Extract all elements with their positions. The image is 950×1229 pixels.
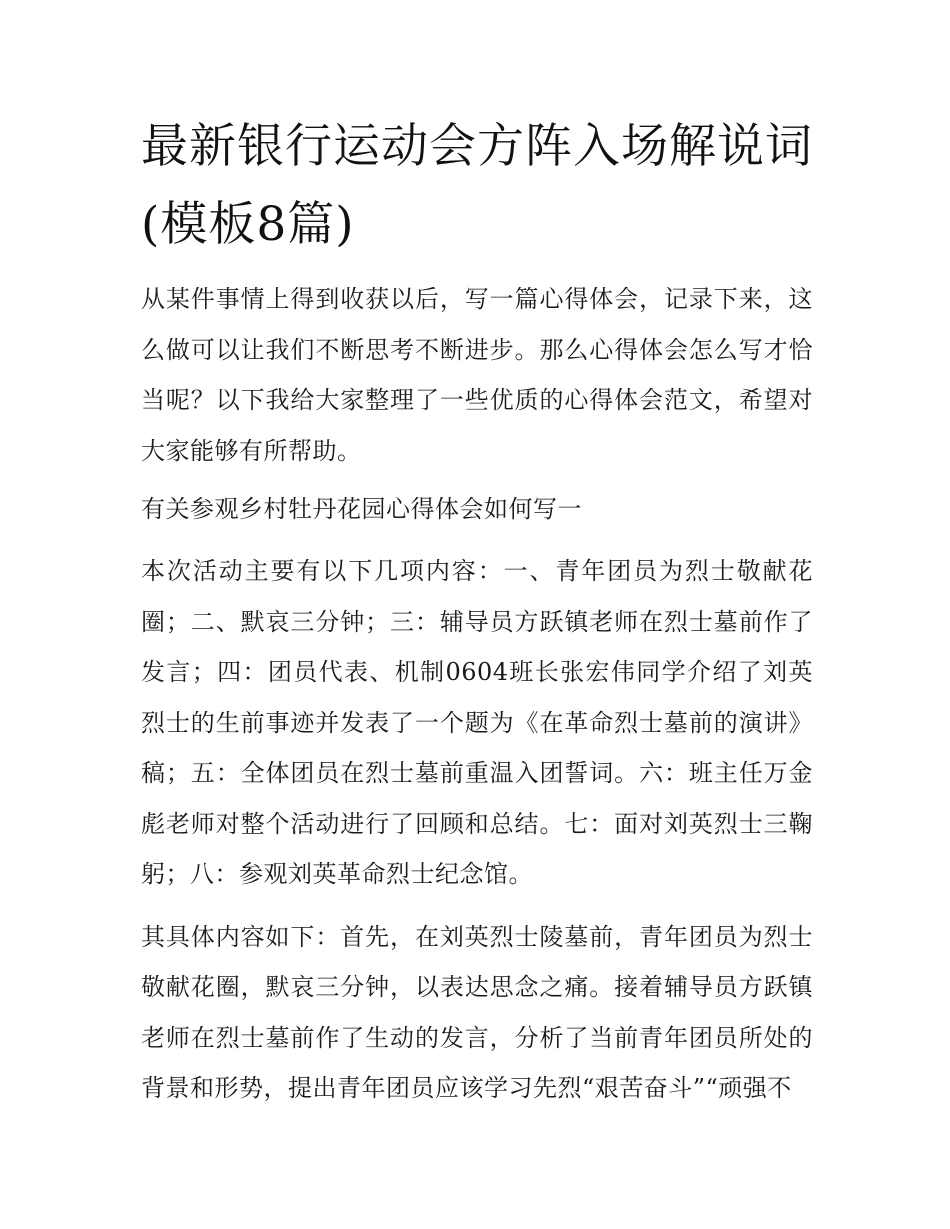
body-paragraph-activities: 本次活动主要有以下几项内容：一、青年团员为烈士敬献花圈；二、默哀三分钟；三：辅导员方跃镇老师在烈士墓前作了发言；四：团员代表、机制0604班长张宏伟同学介绍了刘英烈士的生前事迹并发表了一个题为《在革命烈士墓前的演讲》稿；五：全体团员在烈士墓前重温入团誓词。六：班主任万金彪老师对整个活动进行了回顾和总结。七：面对刘英烈士三鞠躬；八：参观刘英革命烈士纪念馆。 <box>141 557 813 888</box>
intro-paragraph: 从某件事情上得到收获以后，写一篇心得体会，记录下来，这么做可以让我们不断思考不断进步。那么心得体会怎么写才恰当呢？以下我给大家整理了一些优质的心得体会范文，希望对大家能够有所帮助。 <box>141 285 813 465</box>
document-title: 最新银行运动会方阵入场解说词(模板8篇) <box>141 119 813 252</box>
document-page <box>141 108 813 1114</box>
body-paragraph-details: 其具体内容如下：首先，在刘英烈士陵墓前，青年团员为烈士敬献花圈，默哀三分钟，以表达思念之痛。接着辅导员方跃镇老师在烈士墓前作了生动的发言，分析了当前青年团员所处的背景和形势，提出青年团员应该学习先烈“艰苦奋斗”“顽强不 <box>141 922 813 1102</box>
section-heading: 有关参观乡村牡丹花园心得体会如何写一 <box>141 495 582 523</box>
